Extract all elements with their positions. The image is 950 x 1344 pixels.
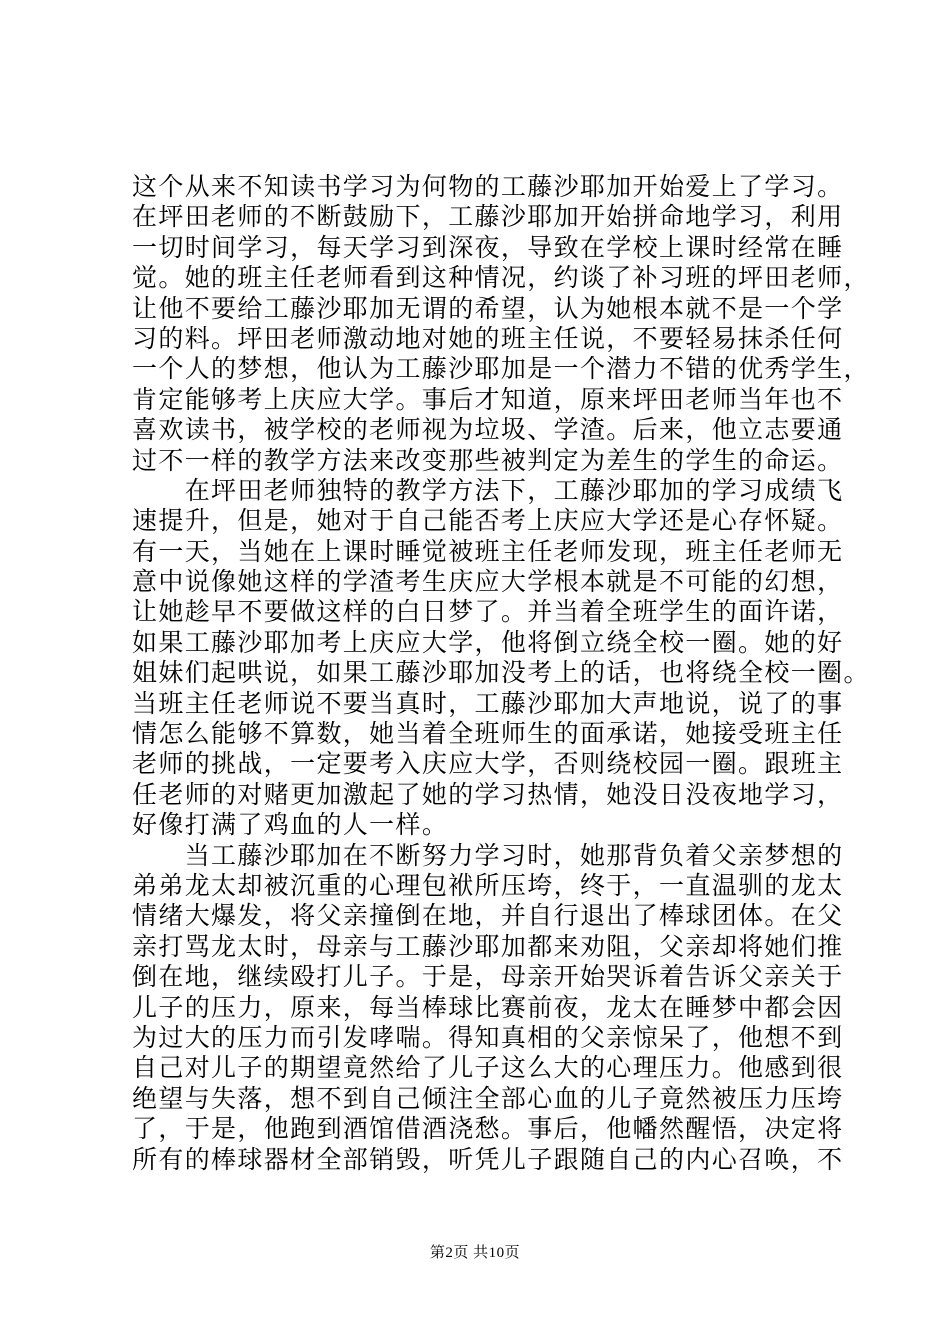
text-line: 自己对儿子的期望竟然给了儿子这么大的心理压力。他感到很 (132, 1053, 844, 1083)
text-line: 有一天，当她在上课时睡觉被班主任老师发现，班主任老师无 (132, 536, 844, 566)
text-line: 情绪大爆发，将父亲撞倒在地，并自行退出了棒球团体。在父 (132, 901, 844, 931)
text-line: 任老师的对赌更加激起了她的学习热情，她没日没夜地学习， (132, 779, 844, 809)
page-number-label: 第2页 共10页 (429, 1245, 521, 1261)
text-line: 肯定能够考上庆应大学。事后才知道，原来坪田老师当年也不 (132, 384, 844, 414)
text-line: 所有的棒球器材全部销毁，听凭儿子跟随自己的内心召唤，不 (132, 1144, 844, 1174)
text-line: 速提升，但是，她对于自己能否考上庆应大学还是心存怀疑。 (132, 506, 844, 536)
text-line: 觉。她的班主任老师看到这种情况，约谈了补习班的坪田老师， (132, 263, 870, 293)
text-line: 让她趁早不要做这样的白日梦了。并当着全班学生的面许诺， (132, 597, 844, 627)
text-line: 情怎么能够不算数，她当着全班师生的面承诺，她接受班主任 (132, 719, 844, 749)
text-line: 习的料。坪田老师激动地对她的班主任说，不要轻易抹杀任何 (132, 323, 844, 353)
text-line: 好像打满了鸡血的人一样。 (132, 810, 449, 840)
text-line: 这个从来不知读书学习为何物的工藤沙耶加开始爱上了学习。 (132, 172, 844, 201)
text-line: 意中说像她这样的学渣考生庆应大学根本就是不可能的幻想， (132, 567, 844, 597)
text-line: 亲打骂龙太时，母亲与工藤沙耶加都来劝阻，父亲却将她们推 (132, 931, 844, 961)
text-line: 一个人的梦想，他认为工藤沙耶加是一个潜力不错的优秀学生， (132, 354, 870, 384)
text-line: 弟弟龙太却被沉重的心理包袱所压垮，终于，一直温驯的龙太 (132, 870, 844, 900)
text-line: 姐妹们起哄说，如果工藤沙耶加没考上的话，也将绕全校一圈。 (132, 658, 870, 688)
text-line: 儿子的压力，原来，每当棒球比赛前夜，龙太在睡梦中都会因 (132, 992, 844, 1022)
text-line: 在坪田老师的不断鼓励下，工藤沙耶加开始拼命地学习，利用 (132, 202, 844, 232)
text-line: 让他不要给工藤沙耶加无谓的希望，认为她根本就不是一个学 (132, 293, 844, 323)
text-line: 过不一样的教学方法来改变那些被判定为差生的学生的命运。 (132, 445, 844, 475)
text-line: 为过大的压力而引发哮喘。得知真相的父亲惊呆了，他想不到 (132, 1022, 844, 1052)
text-line: 了，于是，他跑到酒馆借酒浇愁。事后，他幡然醒悟，决定将 (132, 1114, 844, 1144)
text-line: 绝望与失落，想不到自己倾注全部心血的儿子竟然被压力压垮 (132, 1083, 844, 1113)
text-line: 如果工藤沙耶加考上庆应大学，他将倒立绕全校一圈。她的好 (132, 627, 844, 657)
text-line: 一切时间学习，每天学习到深夜，导致在学校上课时经常在睡 (132, 232, 844, 262)
document-body (132, 172, 870, 1175)
text-line: 当班主任老师说不要当真时，工藤沙耶加大声地说，说了的事 (132, 688, 844, 718)
text-line: 老师的挑战，一定要考入庆应大学，否则绕校园一圈。跟班主 (132, 749, 844, 779)
page-footer (0, 1241, 950, 1262)
text-line: 在坪田老师独特的教学方法下，工藤沙耶加的学习成绩飞 (132, 475, 844, 505)
text-line: 当工藤沙耶加在不断努力学习时，她那背负着父亲梦想的 (132, 840, 844, 870)
text-line: 倒在地，继续殴打儿子。于是，母亲开始哭诉着告诉父亲关于 (132, 962, 844, 992)
text-line: 喜欢读书，被学校的老师视为垃圾、学渣。后来，他立志要通 (132, 415, 844, 445)
